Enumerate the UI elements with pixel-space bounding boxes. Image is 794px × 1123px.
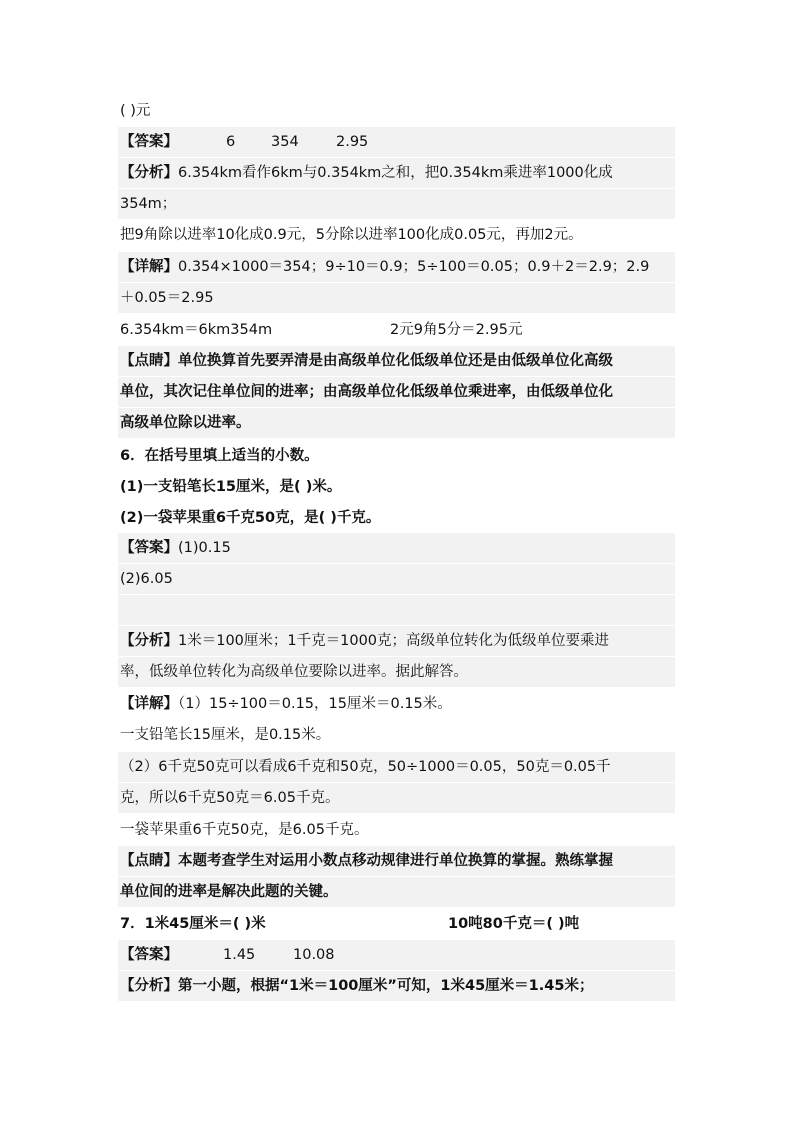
- q6-answer-row-2: [118, 564, 675, 594]
- q5-tip-row-1: [118, 346, 675, 376]
- q5-tail-text: ( )元: [120, 103, 151, 119]
- q5-tip-text-1: 单位换算首先要弄清是由高级单位化低级单位还是由低级单位化高级: [178, 353, 613, 369]
- q5-tip-text-2: 单位，其次记住单位间的进率；由高级单位化低级单位乘进率，由低级单位化: [120, 384, 613, 400]
- q5-detail-text-3b: 2元9角5分＝2.95元: [390, 322, 523, 338]
- q5-answer-1: 6: [226, 134, 236, 150]
- q6-answer-text-2: (2)6.05: [120, 571, 173, 587]
- q6-detail-text-5: 一袋苹果重6千克50克，是6.05千克。: [120, 822, 369, 838]
- answer-label: 【答案】: [120, 947, 178, 963]
- detail-label: 【详解】: [120, 259, 178, 275]
- q5-tail: [118, 96, 675, 126]
- q7-analysis-text-1: 第一小题，根据“1米＝100厘米”可知，1米45厘米＝1.45米；: [178, 978, 594, 994]
- q5-tip-row-3: [118, 408, 675, 438]
- q5-detail-row-3: [118, 315, 675, 345]
- q6-title-text: 6．在括号里填上适当的小数。: [120, 448, 319, 464]
- tip-label: 【点睛】: [120, 853, 178, 869]
- analysis-label: 【分析】: [120, 633, 178, 649]
- q7-answer-1: 1.45: [223, 947, 256, 963]
- q5-detail-row-1: [118, 252, 675, 282]
- q6-detail-text-4: 克，所以6千克50克＝6.05千克。: [120, 790, 340, 806]
- q6-analysis-row-1: [118, 626, 675, 656]
- q5-answer-2: 354: [271, 134, 299, 150]
- q6-sub-2-text: (2)一袋苹果重6千克50克，是( )千克。: [120, 510, 381, 526]
- q6-detail-text-1: （1）15÷100＝0.15，15厘米＝0.15米。: [178, 696, 452, 712]
- q5-analysis-row-1: [118, 158, 675, 188]
- answer-label: 【答案】: [120, 134, 178, 150]
- q6-sub-2: [118, 503, 675, 533]
- q6-answer-row-1: [118, 533, 675, 563]
- q6-answer-text-1: (1)0.15: [178, 540, 231, 556]
- q6-tip-row-2: [118, 877, 675, 907]
- q7-title-text-a: 7．1米45厘米＝( )米: [120, 916, 266, 932]
- detail-label: 【详解】: [120, 696, 178, 712]
- q7-analysis-row-1: [118, 971, 675, 1001]
- q6-tip-row-1: [118, 846, 675, 876]
- q6-sub-1: [118, 472, 675, 502]
- q6-detail-text-2: 一支铅笔长15厘米，是0.15米。: [120, 727, 331, 743]
- q5-analysis-text-1: 6.354km看作6km与0.354km之和，把0.354km乘进率1000化成: [178, 165, 613, 181]
- q6-detail-row-4: [118, 783, 675, 813]
- q6-detail-row-2: [118, 720, 675, 750]
- q6-detail-row-5: [118, 815, 675, 845]
- q7-answer-row: [118, 940, 675, 970]
- q5-analysis-row-2: [118, 189, 675, 219]
- q5-answer-row: [118, 127, 675, 157]
- q6-detail-row-1: [118, 689, 675, 719]
- q5-detail-text-1: 0.354×1000＝354；9÷10＝0.9；5÷100＝0.05；0.9＋2＝2.9；2.9: [178, 259, 650, 275]
- q6-analysis-row-2: [118, 657, 675, 687]
- q6-detail-text-3: （2）6千克50克可以看成6千克和50克，50÷1000＝0.05，50克＝0.05千: [120, 759, 611, 775]
- q6-blank-row: [118, 595, 675, 625]
- q5-tip-text-3: 高级单位除以进率。: [120, 415, 251, 431]
- q6-tip-text-2: 单位间的进率是解决此题的关键。: [120, 884, 338, 900]
- q5-detail-text-2: ＋0.05＝2.95: [120, 290, 214, 306]
- q5-detail-row-2: [118, 283, 675, 313]
- q5-analysis-text-3: 把9角除以进率10化成0.9元，5分除以进率100化成0.05元，再加2元。: [120, 227, 583, 243]
- q5-tip-row-2: [118, 377, 675, 407]
- analysis-label: 【分析】: [120, 165, 178, 181]
- q7-answer-2: 10.08: [293, 947, 335, 963]
- q6-detail-row-3: [118, 752, 675, 782]
- q6-analysis-text-2: 率，低级单位转化为高级单位要除以进率。据此解答。: [120, 664, 468, 680]
- q6-sub-1-text: (1)一支铅笔长15厘米，是( )米。: [120, 479, 342, 495]
- q6-tip-text-1: 本题考查学生对运用小数点移动规律进行单位换算的掌握。熟练掌握: [178, 853, 613, 869]
- q5-detail-text-3a: 6.354km＝6km354m: [120, 322, 273, 338]
- q5-analysis-row-3: [118, 220, 675, 250]
- answer-label: 【答案】: [120, 540, 178, 556]
- q7-title-text-b: 10吨80千克＝( )吨: [448, 916, 580, 932]
- q6-analysis-text-1: 1米＝100厘米；1千克＝1000克；高级单位转化为低级单位要乘进: [178, 633, 610, 649]
- tip-label: 【点睛】: [120, 353, 178, 369]
- q7-title: [118, 909, 675, 939]
- analysis-label: 【分析】: [120, 978, 178, 994]
- q6-title: [118, 441, 675, 471]
- q5-analysis-text-2: 354m；: [120, 196, 177, 212]
- q5-answer-3: 2.95: [336, 134, 369, 150]
